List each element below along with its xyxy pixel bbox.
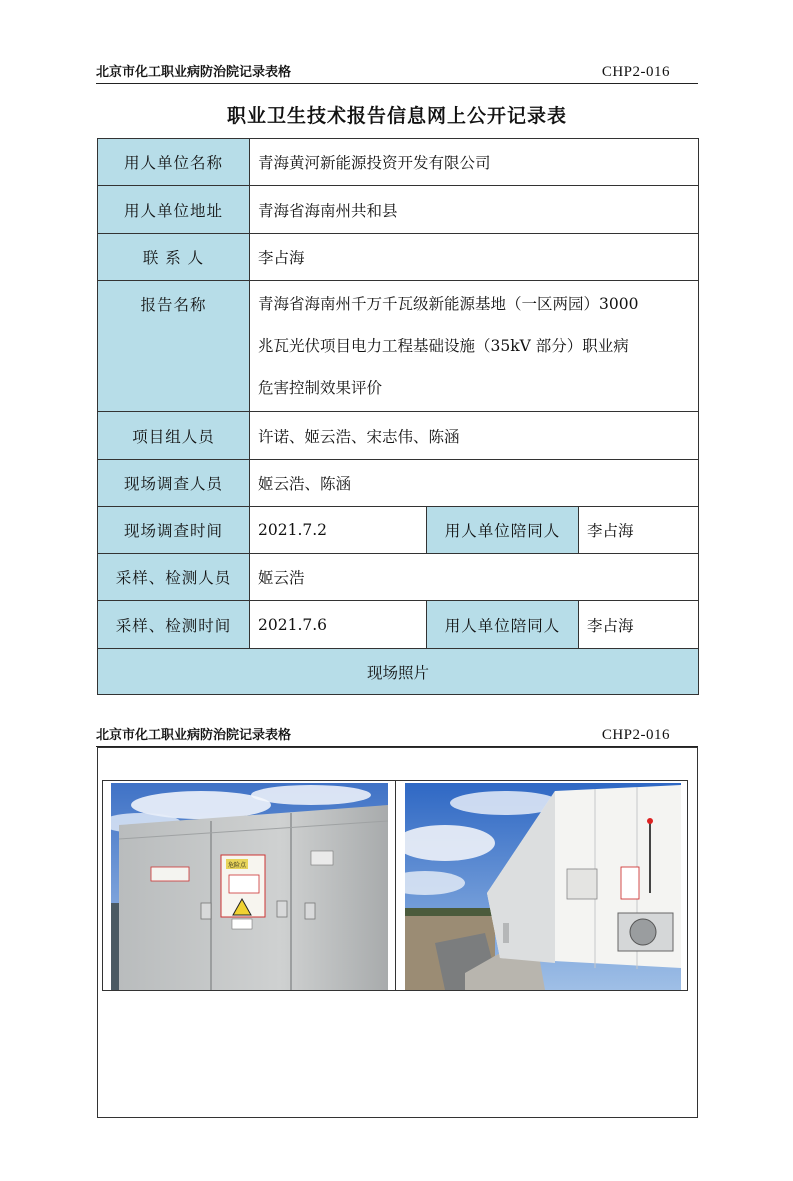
form-code-2: CHP2-016 [601,727,670,743]
contact-value: 李占海 [250,234,699,281]
org-form-name: 北京市化工职业病防治院记录表格 [96,65,292,80]
sampling-time-value: 2021.7.6 [250,601,427,649]
substation-photo-image [405,783,681,990]
report-name-line-3: 危害控制效果评价 [258,379,383,397]
row-company-address [98,186,699,234]
site-survey-staff-value: 姬云浩、陈涵 [250,460,699,507]
contact-label: 联 系 人 [98,234,250,281]
company-name-value: 青海黄河新能源投资开发有限公司 [250,139,699,186]
row-photos-heading [98,649,699,695]
page-header-2 [96,725,698,747]
survey-companion-value: 李占海 [579,507,699,554]
cabinet-photo-image [111,783,388,990]
org-form-name-2: 北京市化工职业病防治院记录表格 [96,728,292,743]
row-site-survey-time [98,507,699,554]
warning-sign-text: 危险点 [227,862,247,869]
company-name-label: 用人单位名称 [98,139,250,186]
sampling-staff-value: 姬云浩 [250,554,699,601]
company-address-label: 用人单位地址 [98,186,250,234]
sampling-companion-value: 李占海 [579,601,699,649]
report-name-line-2: 兆瓦光伏项目电力工程基础设施（35kV 部分）职业病 [258,337,629,355]
record-table [97,138,699,695]
document-title: 职业卫生技术报告信息网上公开记录表 [226,105,567,127]
report-name-value [250,281,699,412]
sampling-companion-label: 用人单位陪同人 [427,601,579,649]
row-sampling-staff [98,554,699,601]
sampling-staff-label: 采样、检测人员 [98,554,250,601]
photos-heading: 现场照片 [98,649,699,695]
row-contact [98,234,699,281]
row-site-survey-staff [98,460,699,507]
form-code: CHP2-016 [601,64,670,80]
site-survey-staff-label: 现场调查人员 [98,460,250,507]
report-name-line-1: 青海省海南州千万千瓦级新能源基地（一区两园）3000 [258,295,639,313]
photo-section [97,747,698,1118]
sampling-time-label: 采样、检测时间 [98,601,250,649]
row-project-team [98,412,699,460]
row-company-name [98,139,699,186]
photo-divider [395,781,396,990]
row-sampling-time [98,601,699,649]
row-report-name [98,281,699,412]
report-name-label: 报告名称 [98,281,250,412]
photo-cabinet [111,783,388,990]
page-header [96,62,698,84]
photo-substation [405,783,681,990]
site-survey-time-label: 现场调查时间 [98,507,250,554]
survey-companion-label: 用人单位陪同人 [427,507,579,554]
project-team-value: 许诺、姬云浩、宋志伟、陈涵 [250,412,699,460]
company-address-value: 青海省海南州共和县 [250,186,699,234]
photo-frame [102,780,688,991]
site-survey-time-value: 2021.7.2 [250,507,427,554]
project-team-label: 项目组人员 [98,412,250,460]
